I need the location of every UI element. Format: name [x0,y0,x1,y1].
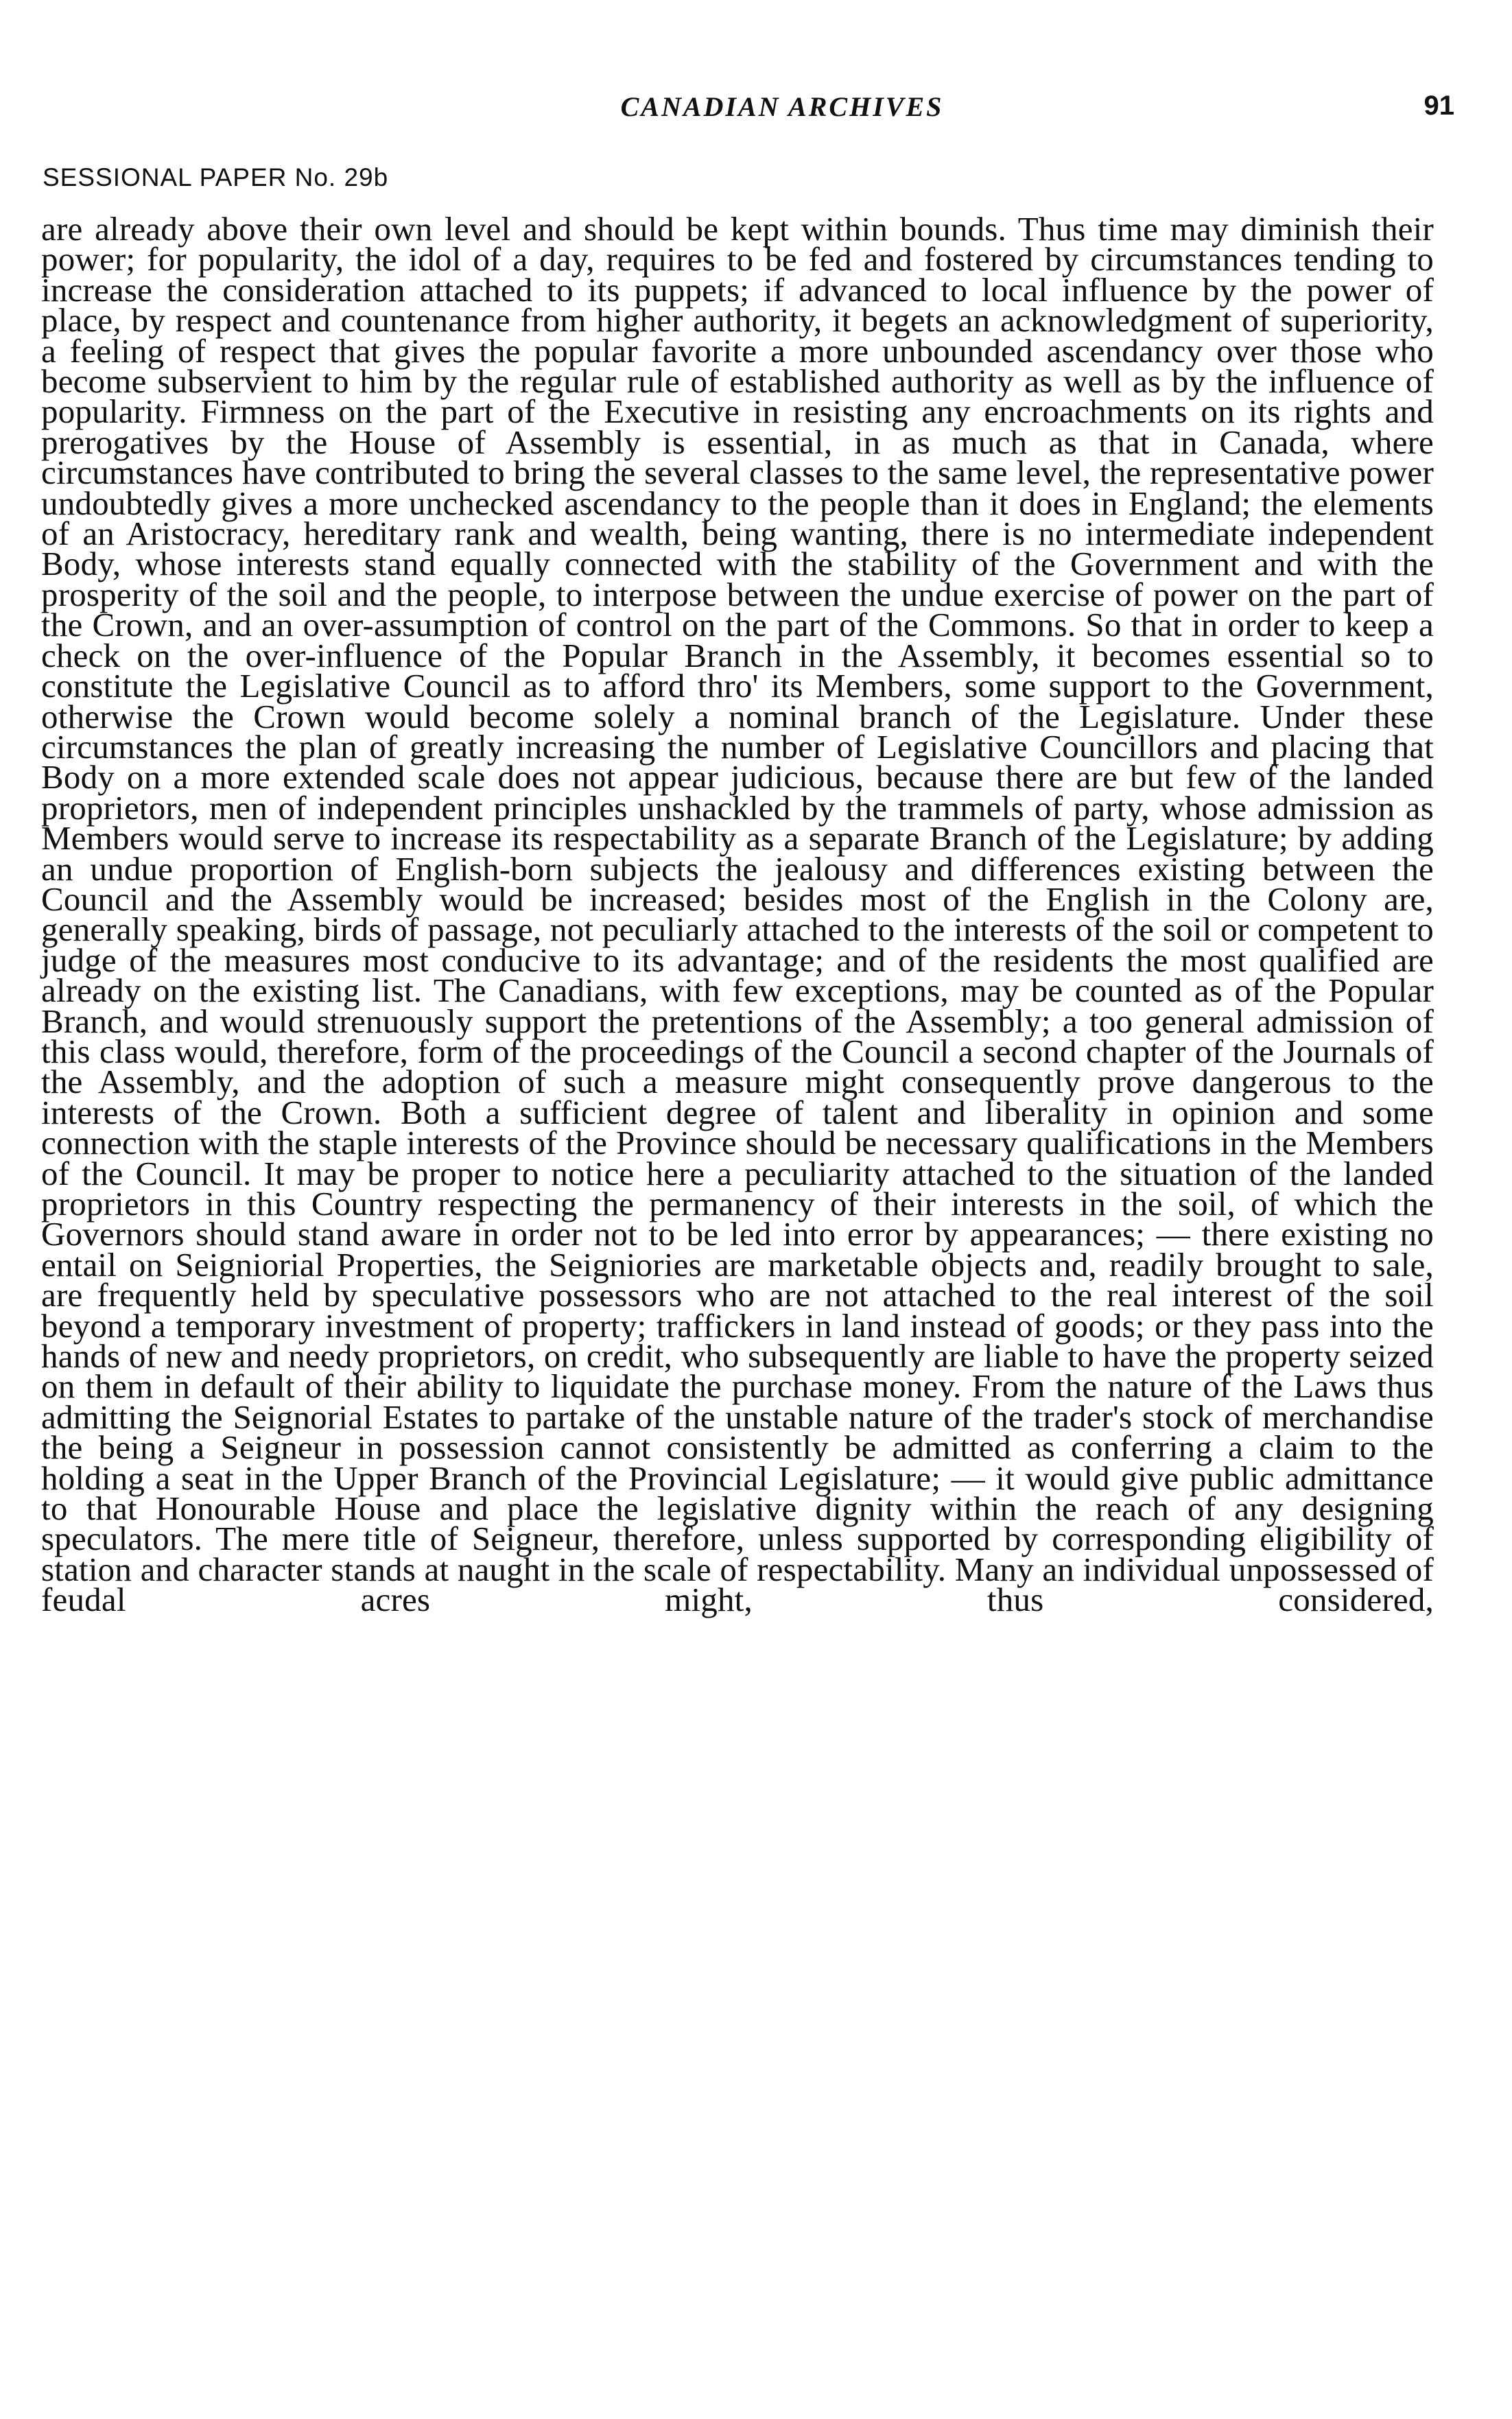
page-number: 91 [1424,91,1454,121]
sessional-paper-label: SESSIONAL PAPER No. 29b [43,163,389,191]
running-title: CANADIAN ARCHIVES [620,91,944,122]
body-paragraph: are already above their own level and should be kept within bounds. Thus time may diminish their power; for popularity, the idol of a day, requires to be fed and fostered by circumstances tending to increase the consideration attached to its puppets; if advanced to local influence by the power of place, by respect and countenance from higher authority, it begets an acknowledgment of superiority, a feeling of respect that gives the popular favorite a more unbounded ascendancy over those who become subservient to him by the regular rule of established authority as well as by the influence of popularity. Firmness on the part of the Executive in resisting any encroachments on its rights and prerogatives by the House of Assembly is essential, in as much as that in Canada, where circumstances have contributed to bring the several classes to the same level, the representative power undoubtedly gives a more unchecked ascendancy to the people than it does in England; the elements of an Aristocracy, hereditary rank and wealth, being wanting, there is no intermediate independent Body, whose interests stand equally connected with the stability of the Government and with the prosperity of the soil and the people, to interpose between the undue exercise of power on the part of the Crown, and an over-assumption of control on the part of the Commons. So that in order to keep a check on the over-influence of the Popular Branch in the Assembly, it becomes essential so to constitute the Legislative Council as to afford thro' its Members, some support to the Government, otherwise the Crown would become solely a nominal branch of the Legislature. Under these circumstances the plan of greatly increasing the number of Legislative Councillors and placing that Body on a more extended scale does not appear judicious, because there are but few of the landed proprietors, men of independent principles unshackled by the trammels of party, whose admission as Members would serve to increase its respectability as a separate Branch of the Legislature; by adding an undue proportion of English-born subjects the jealousy and differences existing between the Council and the Assembly would be increased; besides most of the English in the Colony are, generally speaking, birds of passage, not peculiarly attached to the interests of the soil or competent to judge of the measures most conducive to its advantage; and of the residents the most qualified are already on the existing list. The Canadians, with few exceptions, may be counted as of the Popular Branch, and would strenuously support the pretentions of the Assembly; a too general admission of this class would, therefore, form of the proceedings of the Council a second chapter of the Journals of the Assembly, and the adoption of such a measure might consequently prove dangerous to the interests of the Crown. Both a sufficient degree of talent and liberality in opinion and some connection with the staple interests of the Province should be necessary qualifications in the Members of the Council. It may be proper to notice here a peculiarity attached to the situation of the landed proprietors in this Country respecting the permanency of their interests in the soil, of which the Governors should stand aware in order not to be led into error by appearances; — there existing no entail on Seigniorial Properties, the Seigniories are marketable objects and, readily brought to sale, are frequently held by speculative possessors who are not attached to the real interest of the soil beyond a temporary investment of property; traffickers in land instead of goods; or they pass into the hands of new and needy proprietors, on credit, who subsequently are liable to have the property seized on them in default of their ability to liquidate the purchase money. From the nature of the Laws thus admitting the Seignorial Estates to partake of the unstable nature of the trader's stock of merchandise the being a Seigneur in possession cannot consistently be admitted as conferring a claim to the holding a seat in the Upper Branch of the Provincial Legislature; — it would give public admittance to that Honourable House and place the legislative dignity within the reach of any designing speculators. The mere title of Seigneur, therefore, unless supported by corresponding eligibility of station and character stands at naught in the scale of respectability. Many an individual unpossessed of feudal acres might, thus considered, [41,210,1434,1619]
page-header [110,91,1454,139]
